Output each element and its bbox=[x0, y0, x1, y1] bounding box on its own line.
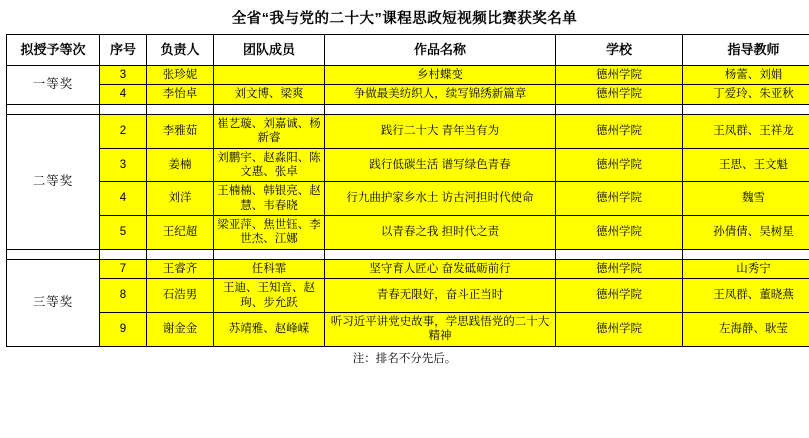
spacer-cell bbox=[147, 104, 214, 114]
award-level-cell: 二等奖 bbox=[7, 114, 100, 249]
cell-leader: 刘洋 bbox=[147, 182, 214, 216]
cell-teacher: 王凤群、董晓燕 bbox=[683, 279, 809, 313]
spacer-cell bbox=[683, 249, 809, 259]
cell-teacher: 王思、王文魁 bbox=[683, 148, 809, 182]
cell-no: 7 bbox=[100, 259, 147, 278]
cell-leader: 张珍妮 bbox=[147, 66, 214, 85]
table-row bbox=[7, 148, 809, 182]
cell-teacher: 魏雪 bbox=[683, 182, 809, 216]
column-header-level: 拟授予等次 bbox=[7, 35, 100, 66]
table-row bbox=[7, 114, 809, 148]
spacer-cell bbox=[100, 249, 147, 259]
table-header bbox=[7, 35, 809, 66]
cell-teacher: 王凤群、王祥龙 bbox=[683, 114, 809, 148]
page-title: 全省“我与党的二十大”课程思政短视频比赛获奖名单 bbox=[231, 11, 578, 27]
spacer-row bbox=[7, 249, 809, 259]
table-row bbox=[7, 259, 809, 278]
header-row bbox=[7, 35, 809, 66]
spacer-cell bbox=[214, 104, 325, 114]
cell-no: 5 bbox=[100, 216, 147, 250]
cell-leader: 姜楠 bbox=[147, 148, 214, 182]
table-row bbox=[7, 182, 809, 216]
table-row bbox=[7, 312, 809, 346]
cell-work: 以青春之我 担时代之责 bbox=[325, 216, 556, 250]
spacer-cell bbox=[7, 104, 100, 114]
cell-teacher: 孙倩倩、吴树星 bbox=[683, 216, 809, 250]
cell-work: 坚守育人匠心 奋发砥砺前行 bbox=[325, 259, 556, 278]
cell-no: 2 bbox=[100, 114, 147, 148]
spacer-row bbox=[7, 104, 809, 114]
table-row bbox=[7, 279, 809, 313]
spacer-cell bbox=[100, 104, 147, 114]
column-header-no: 序号 bbox=[100, 35, 147, 66]
cell-leader: 李雅茹 bbox=[147, 114, 214, 148]
cell-teacher: 左海静、耿莹 bbox=[683, 312, 809, 346]
spacer-cell bbox=[556, 249, 683, 259]
cell-school: 德州学院 bbox=[556, 114, 683, 148]
cell-school: 德州学院 bbox=[556, 216, 683, 250]
award-table bbox=[6, 34, 809, 347]
cell-members: 崔艺璇、刘嘉诚、杨新睿 bbox=[214, 114, 325, 148]
cell-no: 4 bbox=[100, 182, 147, 216]
spacer-cell bbox=[7, 249, 100, 259]
cell-school: 德州学院 bbox=[556, 85, 683, 104]
cell-school: 德州学院 bbox=[556, 312, 683, 346]
cell-work: 行九曲护家乡水土 访古河担时代使命 bbox=[325, 182, 556, 216]
table-body bbox=[7, 66, 809, 347]
cell-members: 王楠楠、韩银亮、赵慧、韦春晓 bbox=[214, 182, 325, 216]
cell-work: 践行低碳生活 谱写绿色青春 bbox=[325, 148, 556, 182]
cell-teacher: 丁爱玲、朱亚秋 bbox=[683, 85, 809, 104]
cell-members: 刘文博、梁爽 bbox=[214, 85, 325, 104]
cell-no: 8 bbox=[100, 279, 147, 313]
spacer-cell bbox=[556, 104, 683, 114]
spacer-cell bbox=[683, 104, 809, 114]
spacer-cell bbox=[325, 104, 556, 114]
cell-teacher: 山秀宁 bbox=[683, 259, 809, 278]
column-header-leader: 负责人 bbox=[147, 35, 214, 66]
cell-teacher: 杨蕾、刘娟 bbox=[683, 66, 809, 85]
table-note: 注：排名不分先后。 bbox=[352, 352, 457, 365]
cell-members bbox=[214, 66, 325, 85]
table-row bbox=[7, 66, 809, 85]
table-row bbox=[7, 216, 809, 250]
column-header-teacher: 指导教师 bbox=[683, 35, 809, 66]
cell-work: 争做最美纺织人，续写锦绣新篇章 bbox=[325, 85, 556, 104]
cell-school: 德州学院 bbox=[556, 182, 683, 216]
cell-no: 4 bbox=[100, 85, 147, 104]
cell-work: 践行二十大 青年当有为 bbox=[325, 114, 556, 148]
cell-leader: 石浩男 bbox=[147, 279, 214, 313]
cell-members: 刘鹏宇、赵淼阳、陈文惠、张卓 bbox=[214, 148, 325, 182]
award-level-cell: 三等奖 bbox=[7, 259, 100, 346]
cell-members: 任科霏 bbox=[214, 259, 325, 278]
cell-school: 德州学院 bbox=[556, 148, 683, 182]
award-level-cell: 一等奖 bbox=[7, 66, 100, 105]
spacer-cell bbox=[147, 249, 214, 259]
cell-members: 苏靖雅、赵峰嵘 bbox=[214, 312, 325, 346]
cell-work: 青春无限好，奋斗正当时 bbox=[325, 279, 556, 313]
table-row bbox=[7, 85, 809, 104]
cell-no: 3 bbox=[100, 66, 147, 85]
cell-members: 梁亚萍、焦世钰、李世杰、江娜 bbox=[214, 216, 325, 250]
spacer-cell bbox=[214, 249, 325, 259]
cell-no: 9 bbox=[100, 312, 147, 346]
cell-school: 德州学院 bbox=[556, 259, 683, 278]
cell-no: 3 bbox=[100, 148, 147, 182]
cell-work: 听习近平讲党史故事，学思践悟党的二十大精神 bbox=[325, 312, 556, 346]
cell-school: 德州学院 bbox=[556, 279, 683, 313]
column-header-school: 学校 bbox=[556, 35, 683, 66]
column-header-members: 团队成员 bbox=[214, 35, 325, 66]
cell-school: 德州学院 bbox=[556, 66, 683, 85]
cell-leader: 王纪超 bbox=[147, 216, 214, 250]
cell-leader: 李怡卓 bbox=[147, 85, 214, 104]
cell-leader: 王睿齐 bbox=[147, 259, 214, 278]
cell-members: 王迪、王知音、赵珣、步允跃 bbox=[214, 279, 325, 313]
cell-work: 乡村蝶变 bbox=[325, 66, 556, 85]
column-header-work: 作品名称 bbox=[325, 35, 556, 66]
spacer-cell bbox=[325, 249, 556, 259]
cell-leader: 谢金金 bbox=[147, 312, 214, 346]
